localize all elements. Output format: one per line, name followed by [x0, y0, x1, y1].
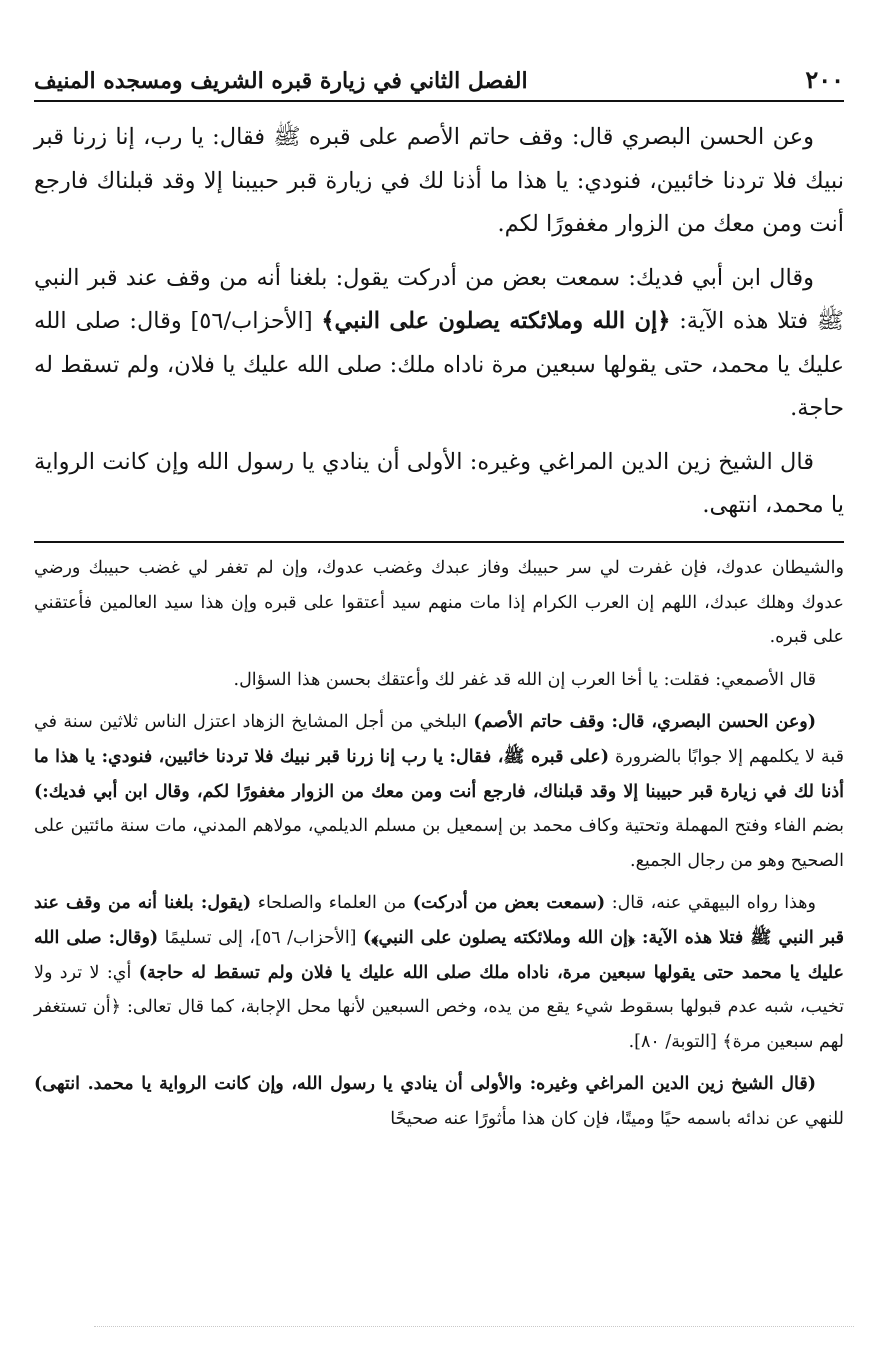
book-page — [34, 0, 844, 1364]
text-span: وقال ابن أبي فديك: سمعت بعض من أدركت يقول: بلغنا أنه من وقف عند قبر النبي ﷺ فتلا هذه الآية: — [34, 264, 844, 334]
text-span: البلخي من أجل المشايخ الزهاد اعتزل الناس ثلاثين سنة في قبة لا يكلمهم إلا جوابًا بالضرورة — [34, 712, 844, 767]
text-span: قال الشيخ زين الدين المراغي وغيره: الأولى أن ينادي يا رسول الله وإن كانت الرواية يا محمد، انتهى. — [34, 448, 844, 518]
main-paragraph — [34, 441, 844, 528]
text-span: وعن الحسن البصري قال: وقف حاتم الأصم على قبره ﷺ فقال: يا رب، إنا زرنا قبر نبيك فلا تردنا خائبين، فنودي: يا هذا ما أذنا لك في زيارة قبر حبيبنا إلا وقد قبلناك فارجع أنت ومن معك من الزوار مغفورًا لكم. — [34, 124, 844, 237]
quoted-text-bold: (قال الشيخ زين الدين المراغي وغيره: والأولى أن ينادي يا رسول الله، وإن كانت الرواية يا محمد. انتهى) — [34, 1074, 816, 1095]
running-title: الفصل الثاني في زيارة قبره الشريف ومسجده المنيف — [34, 68, 528, 94]
text-span: والشيطان عدوك، فإن غفرت لي سر حبيبك وفاز عبدك وغضب عدوك، وإن لم تغفر لي غضب حبيبك ورضي عدوك وهلك عبدك، اللهم إن العرب الكرام إذا مات منهم سيد أعتقوا على قبره وإن هذا سيد العالمين فأعتقني على قبره. — [34, 558, 844, 648]
page-header — [34, 54, 844, 102]
text-span: للنهي عن ندائه باسمه حيًا وميتًا، فإن كان هذا مأثورًا عنه صحيحًا — [390, 1108, 844, 1129]
footnote-divider — [34, 541, 844, 543]
main-paragraph — [34, 257, 844, 431]
text-span: [الأحزاب/٥٦] وقال: صلى الله عليك يا محمد، حتى يقولها سبعين مرة ناداه ملك: صلى الله عليك يا فلان، ولم تسقط له حاجة. — [34, 308, 844, 421]
quoted-text-bold: (سمعت بعض من أدركت) — [412, 893, 606, 914]
commentary-paragraph — [34, 663, 844, 698]
page-bottom-edge — [94, 1326, 854, 1327]
commentary-paragraph — [34, 551, 844, 655]
commentary-paragraph — [34, 1067, 844, 1136]
quoted-text-bold: (على قبره ﷺ، فقال: يا رب إنا زرنا قبر نبيك فلا تردنا خائبين، فنودي: يا هذا ما أذنا لك في زيارة قبر حبيبنا إلا وقد قبلناك، فارجع أنت ومن معك من الزوار مغفورًا لكم، وقال ابن أبي فديك:) — [34, 746, 844, 802]
quoted-text-bold: (يقول: بلغنا أنه من وقف عند قبر النبي ﷺ فتلا هذه الآية: ﴿إن الله وملائكته يصلون على النبي﴾) — [34, 893, 844, 948]
quoted-text-bold: ﴿إن الله وملائكته يصلون على النبي﴾ — [321, 308, 671, 334]
main-text — [34, 116, 844, 538]
quoted-text-bold: (وعن الحسن البصري، قال: وقف حاتم الأصم) — [473, 712, 816, 733]
text-span: أي: لا ترد ولا تخيب، شبه عدم قبولها بسقوط شيء يقع من يده، وخص السبعين لأنها محل الإجابة، كما قال تعالى: ﴿أن تستغفر لهم سبعين مرة﴾ [التوبة/ ٨٠]. — [34, 962, 844, 1052]
text-span: قال الأصمعي: فقلت: يا أخا العرب إن الله قد غفر لك وأعتقك بحسن هذا السؤال. — [233, 669, 816, 690]
commentary-paragraph — [34, 705, 844, 878]
main-paragraph — [34, 116, 844, 247]
commentary-paragraph — [34, 886, 844, 1059]
text-span: وهذا رواه البيهقي عنه، قال: — [605, 893, 816, 914]
text-span: [الأحزاب/ ٥٦]، إلى تسليمًا — [158, 927, 363, 948]
commentary-text — [34, 551, 844, 1145]
text-span: من العلماء والصلحاء — [251, 893, 413, 914]
page-number: ٢٠٠ — [805, 65, 844, 94]
quoted-text-bold: (وقال: صلى الله عليك يا محمد حتى يقولها سبعين مرة، ناداه ملك صلى الله عليك يا فلان ولم تسقط له حاجة) — [34, 927, 844, 983]
text-span: بضم الفاء وفتح المهملة وتحتية وكاف محمد بن إسمعيل بن مسلم الديلمي، مولاهم المدني، مات سنة مائتين على الصحيح وهو من رجال الجميع. — [34, 816, 844, 871]
